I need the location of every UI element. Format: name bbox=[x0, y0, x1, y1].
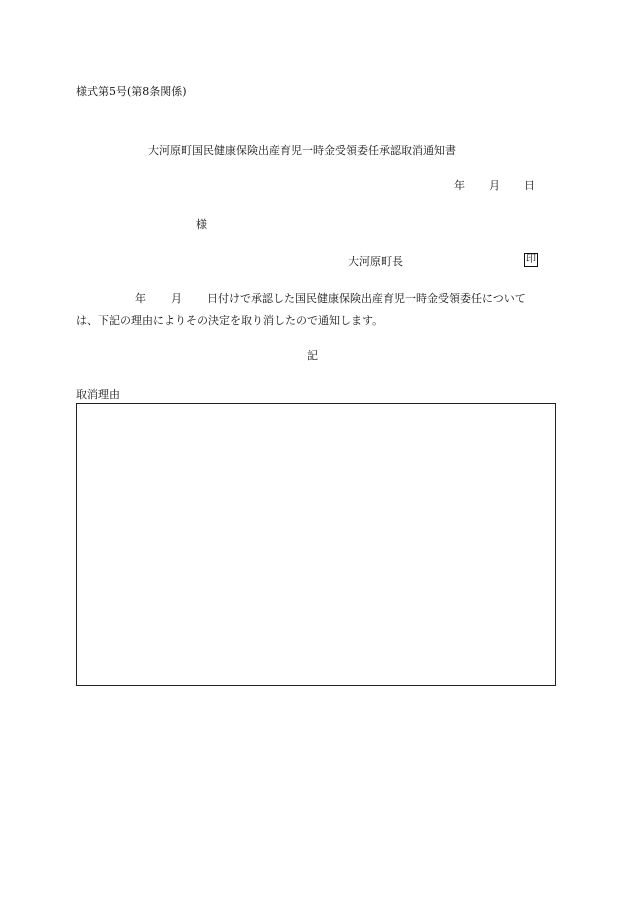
date-day-label: 日 bbox=[524, 179, 535, 192]
ki-heading: 記 bbox=[307, 349, 318, 362]
issuer-name: 大河原町長 bbox=[348, 255, 403, 268]
body-text-line-2: は、下記の理由によりその決定を取り消したので通知します。 bbox=[76, 314, 384, 327]
body-text-line-1 bbox=[135, 293, 526, 304]
body-year-label: 年 bbox=[135, 292, 146, 305]
document-title: 大河原町国民健康保険出産育児一時金受領委任承認取消通知書 bbox=[148, 144, 456, 157]
reason-box[interactable] bbox=[76, 403, 556, 686]
body-month-label: 月 bbox=[171, 292, 182, 305]
reason-label: 取消理由 bbox=[76, 388, 120, 401]
form-number: 様式第5号(第8条関係) bbox=[76, 85, 187, 98]
seal-stamp: 印 bbox=[526, 254, 536, 265]
date-month-label: 月 bbox=[489, 179, 500, 192]
addressee-suffix: 様 bbox=[196, 218, 207, 231]
body-line1-text: 日付けで承認した国民健康保険出産育児一時金受領委任について bbox=[207, 292, 526, 305]
date-year-label: 年 bbox=[454, 179, 465, 192]
date-line bbox=[454, 180, 535, 191]
